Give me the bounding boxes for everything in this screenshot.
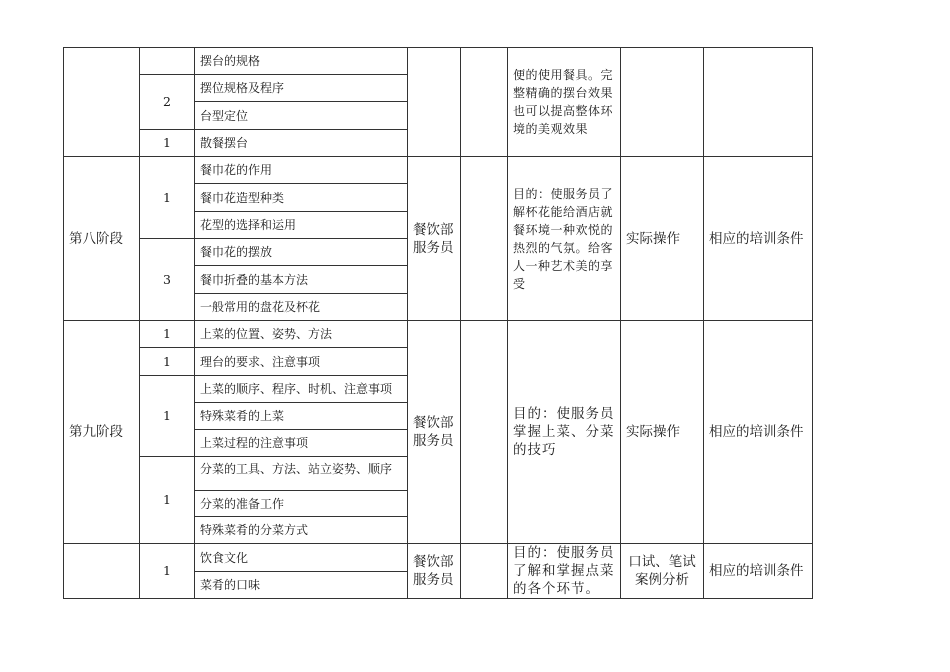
stage-cell	[64, 544, 140, 599]
stage-cell: 第九阶段	[64, 321, 140, 544]
blank-cell	[461, 48, 508, 157]
blank-cell	[461, 157, 508, 321]
training-item: 特殊菜肴的分菜方式	[195, 517, 408, 544]
training-item: 菜肴的口味	[195, 572, 408, 599]
item-number: 1	[140, 130, 195, 157]
item-number: 1	[140, 157, 195, 239]
training-schedule-table	[63, 47, 813, 599]
stage-cell: 第八阶段	[64, 157, 140, 321]
item-number: 1	[140, 544, 195, 599]
training-item: 上菜的顺序、程序、时机、注意事项	[195, 376, 408, 403]
training-item: 餐巾花的作用	[195, 157, 408, 184]
training-item: 理台的要求、注意事项	[195, 348, 408, 376]
department-cell: 餐饮部服务员	[408, 544, 461, 599]
department-cell: 餐饮部服务员	[408, 321, 461, 544]
method-cell: 实际操作	[621, 321, 704, 544]
condition-cell: 相应的培训条件	[704, 321, 813, 544]
training-item: 摆台的规格	[195, 48, 408, 75]
item-number: 1	[140, 348, 195, 376]
purpose-cell: 目的：使服务员掌握上菜、分菜的技巧	[508, 321, 621, 544]
training-item: 分菜的工具、方法、站立姿势、顺序	[195, 457, 408, 491]
training-item: 餐巾花造型种类	[195, 184, 408, 212]
condition-cell	[704, 48, 813, 157]
stage-cell	[64, 48, 140, 157]
department-cell: 餐饮部服务员	[408, 157, 461, 321]
condition-cell: 相应的培训条件	[704, 544, 813, 599]
method-cell: 实际操作	[621, 157, 704, 321]
condition-cell: 相应的培训条件	[704, 157, 813, 321]
purpose-cell: 便的使用餐具。完整精确的摆台效果也可以提高整体环境的美观效果	[508, 48, 621, 157]
blank-cell	[461, 544, 508, 599]
training-item: 散餐摆台	[195, 130, 408, 157]
training-item: 摆位规格及程序	[195, 75, 408, 102]
training-item: 台型定位	[195, 102, 408, 130]
training-item: 分菜的准备工作	[195, 491, 408, 517]
item-number	[140, 48, 195, 75]
blank-cell	[461, 321, 508, 544]
method-cell: 口试、笔试案例分析	[621, 544, 704, 599]
department-cell	[408, 48, 461, 157]
method-cell	[621, 48, 704, 157]
training-item: 餐巾折叠的基本方法	[195, 266, 408, 294]
training-item: 上菜过程的注意事项	[195, 430, 408, 457]
purpose-cell: 目的：使服务员了解和掌握点菜的各个环节。	[508, 544, 621, 599]
item-number: 2	[140, 75, 195, 130]
training-item: 花型的选择和运用	[195, 212, 408, 239]
item-number: 3	[140, 239, 195, 321]
item-number: 1	[140, 376, 195, 457]
training-item: 饮食文化	[195, 544, 408, 572]
training-item: 特殊菜肴的上菜	[195, 403, 408, 430]
purpose-cell: 目的：使服务员了解杯花能给酒店就餐环境一种欢悦的热烈的气氛。给客人一种艺术美的享受	[508, 157, 621, 321]
training-item: 上菜的位置、姿势、方法	[195, 321, 408, 348]
training-item: 餐巾花的摆放	[195, 239, 408, 266]
training-item: 一般常用的盘花及杯花	[195, 294, 408, 321]
item-number: 1	[140, 321, 195, 348]
item-number: 1	[140, 457, 195, 544]
